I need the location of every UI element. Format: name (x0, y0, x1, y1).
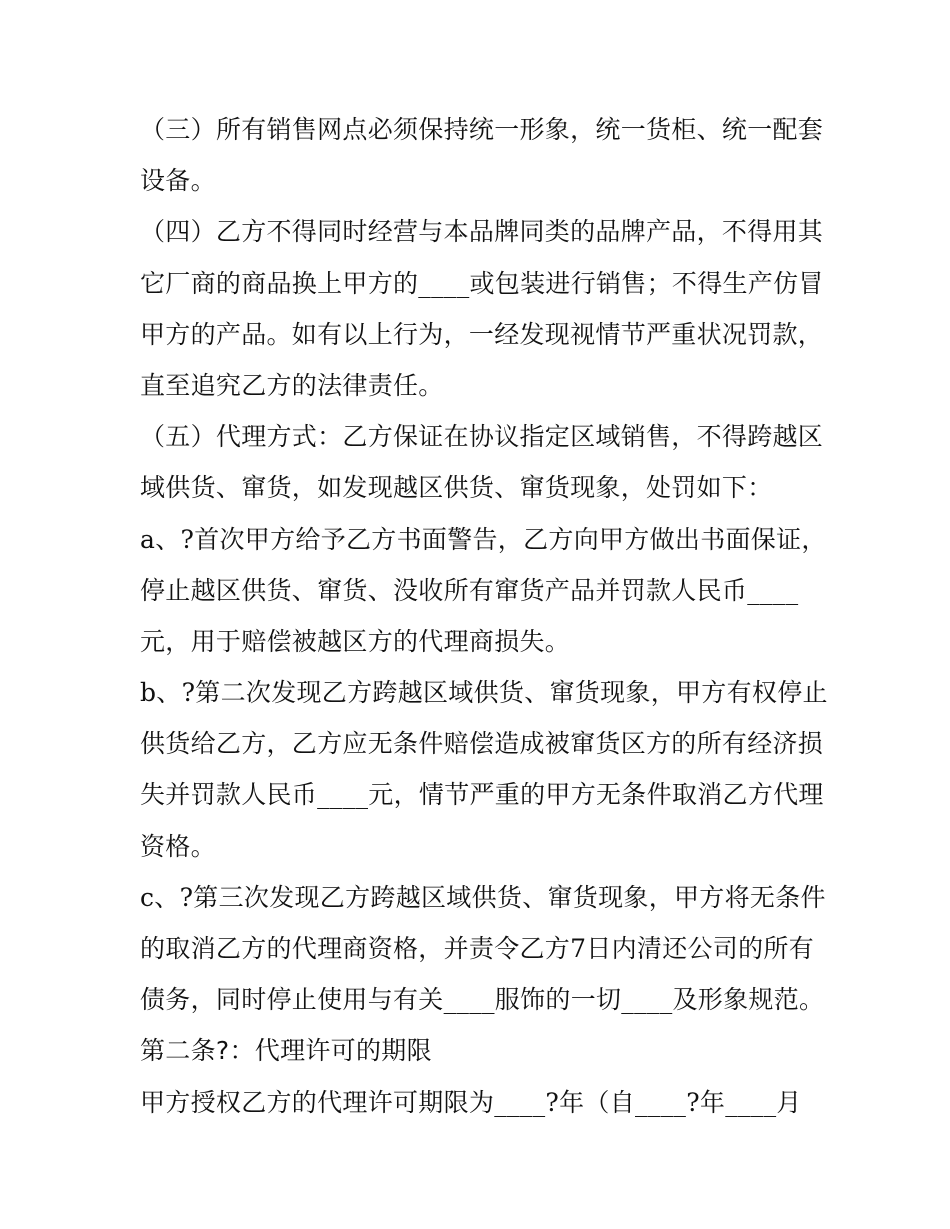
item-c-line-1: c、?第三次发现乙方跨越区域供货、窜货现象，甲方将无条件 (140, 882, 826, 912)
paragraph-4-line-1: （四）乙方不得同时经营与本品牌同类的品牌产品，不得用其 (140, 217, 824, 247)
document-body (140, 104, 830, 1128)
item-b-line-3: 失并罚款人民币____元，情节严重的甲方无条件取消乙方代理 (140, 780, 824, 810)
item-b-line-2: 供货给乙方，乙方应无条件赔偿造成被窜货区方的所有经济损 (140, 729, 824, 759)
item-c-line-3: 债务，同时停止使用与有关____服饰的一切____及形象规范。 (140, 985, 825, 1015)
paragraph-3-line-2: 设备。 (140, 166, 216, 196)
item-b-line-1: b、?第二次发现乙方跨越区域供货、窜货现象，甲方有权停止 (140, 678, 828, 708)
clause-2-line-1: 甲方授权乙方的代理许可期限为____?年（自____?年____月 (140, 1087, 802, 1117)
paragraph-4-line-4: 直至追究乙方的法律责任。 (140, 370, 444, 400)
item-a-line-1: a、?首次甲方给予乙方书面警告，乙方向甲方做出书面保证， (140, 524, 827, 554)
paragraph-3-line-1: （三）所有销售网点必须保持统一形象，统一货柜、统一配套 (140, 115, 824, 144)
paragraph-5-line-1: （五）代理方式：乙方保证在协议指定区域销售，不得跨越区 (140, 422, 824, 452)
item-c-line-2: 的取消乙方的代理商资格，并责令乙方7日内清还公司的所有 (140, 934, 815, 963)
paragraph-5-line-2: 域供货、窜货，如发现越区供货、窜货现象，处罚如下： (140, 473, 773, 503)
paragraph-4-line-3: 甲方的产品。如有以上行为，一经发现视情节严重状况罚款， (140, 319, 824, 349)
item-b-line-4: 资格。 (140, 831, 216, 861)
paragraph-4-line-2: 它厂商的商品换上甲方的____或包装进行销售；不得生产仿冒 (140, 268, 824, 298)
item-a-line-3: 元，用于赔偿被越区方的代理商损失。 (140, 626, 571, 656)
item-a-line-2: 停止越区供货、窜货、没收所有窜货产品并罚款人民币____ (140, 575, 799, 605)
clause-2-heading: 第二条?：代理许可的期限 (140, 1036, 432, 1066)
